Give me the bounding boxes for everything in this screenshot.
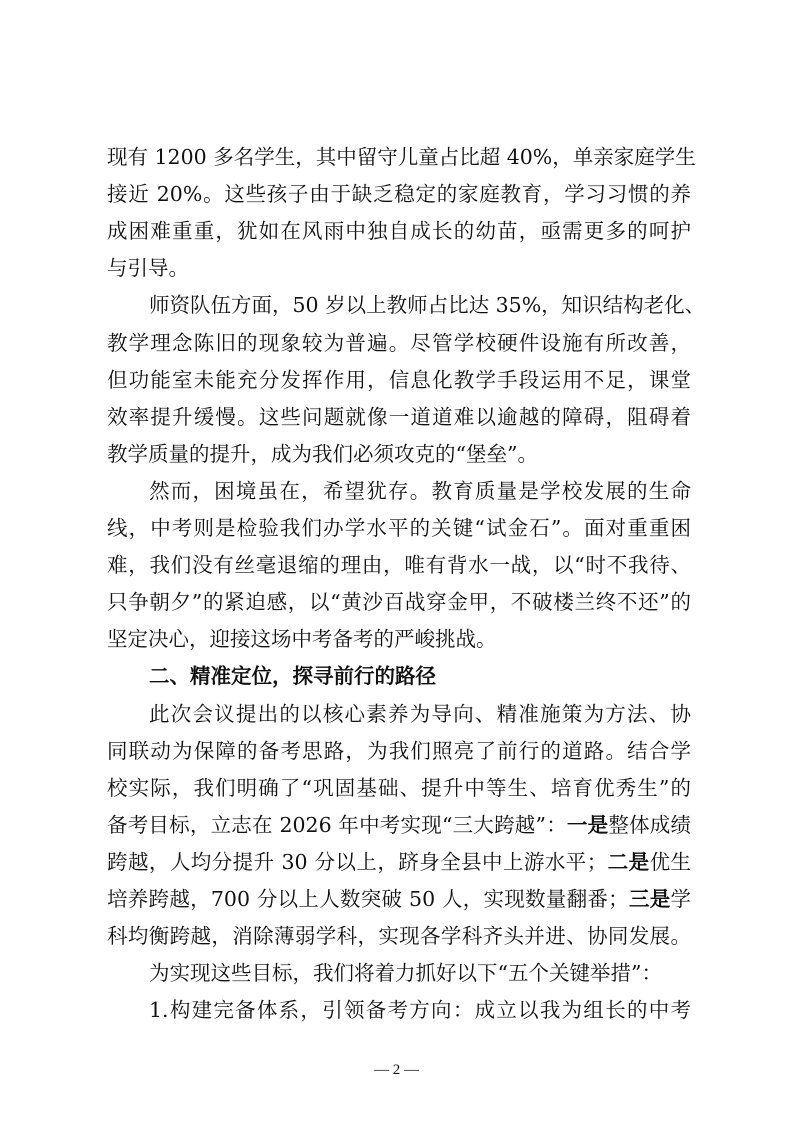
text-segment: 师资队伍方面，50 岁以上教师占比达 35%，知识结构老化、 bbox=[149, 293, 706, 318]
text-line bbox=[107, 773, 691, 803]
text-line bbox=[149, 476, 691, 506]
text-line bbox=[107, 402, 691, 432]
page-number: — 2 — bbox=[374, 1062, 419, 1078]
text-line bbox=[107, 365, 691, 395]
text-segment: 校实际，我们明确了“巩固基础、提升中等生、培育优秀生”的 bbox=[107, 775, 691, 800]
text-segment: 但功能室未能充分发挥作用，信息化教学手段运用不足，课堂 bbox=[107, 367, 691, 392]
text-segment: 此次会议提出的以核心素养为导向、精准施策为方法、协 bbox=[149, 701, 691, 726]
text-line bbox=[107, 810, 691, 840]
text-line bbox=[107, 439, 691, 469]
text-segment: 备考目标，立志在 2026 年中考实现“三大跨越”： bbox=[107, 812, 567, 837]
text-segment: 线，中考则是检验我们办学水平的关键“试金石”。面对重重困 bbox=[107, 516, 691, 540]
text-line bbox=[107, 513, 691, 543]
text-segment: 坚定决心，迎接这场中考备考的严峻挑战。 bbox=[107, 627, 497, 652]
text-segment: 科均衡跨越，消除薄弱学科，实现各学科齐头并进、协同发展。 bbox=[107, 924, 691, 949]
text-line bbox=[107, 216, 691, 246]
text-line bbox=[107, 550, 691, 580]
text-segment: 整体成绩 bbox=[608, 812, 692, 837]
text-line bbox=[107, 847, 691, 877]
text-line bbox=[107, 253, 691, 283]
text-segment: 然而，困境虽在，希望犹存。教育质量是学校发展的生命 bbox=[149, 478, 691, 503]
bold-text: 二是 bbox=[607, 849, 650, 874]
text-segment: 优生 bbox=[649, 849, 692, 874]
text-line bbox=[107, 884, 691, 914]
text-segment: 培养跨越，700 分以上人数突破 50 人，实现数量翻番； bbox=[107, 887, 629, 911]
text-segment: 同联动为保障的备考思路，为我们照亮了前行的道路。结合学 bbox=[107, 738, 691, 763]
text-segment: 教学质量的提升，成为我们必须攻克的“堡垒”。 bbox=[107, 441, 538, 466]
text-line bbox=[149, 995, 691, 1025]
text-line bbox=[107, 736, 691, 766]
text-line bbox=[149, 290, 706, 320]
bold-text: 三是 bbox=[628, 887, 671, 911]
text-segment: 学 bbox=[670, 887, 692, 911]
text-line bbox=[107, 587, 691, 617]
text-line bbox=[107, 921, 691, 951]
text-segment: 接近 20%。这些孩子由于缺乏稳定的家庭教育，学习习惯的养 bbox=[107, 182, 691, 207]
text-line bbox=[107, 179, 691, 209]
text-segment: 跨越，人均分提升 30 分以上，跻身全县中上游水平； bbox=[107, 849, 608, 874]
text-line bbox=[107, 624, 691, 654]
text-line bbox=[149, 958, 691, 988]
text-segment: 效率提升缓慢。这些问题就像一道道难以逾越的障碍，阻碍着 bbox=[107, 404, 691, 429]
text-segment: 二、精准定位，探寻前行的路径 bbox=[149, 664, 436, 689]
text-segment: 只争朝夕”的紧迫感，以“黄沙百战穿金甲，不破楼兰终不还”的 bbox=[107, 590, 691, 615]
section-heading bbox=[149, 661, 691, 691]
bold-text: 一是 bbox=[566, 812, 609, 837]
text-segment: 与引导。 bbox=[107, 256, 189, 281]
text-segment: 1.构建完备体系，引领备考方向：成立以我为组长的中考 bbox=[149, 998, 691, 1023]
text-segment: 成困难重重，犹如在风雨中独自成长的幼苗，亟需更多的呵护 bbox=[107, 219, 691, 244]
text-segment: 为实现这些目标，我们将着力抓好以下“五个关键举措”： bbox=[149, 961, 662, 986]
text-segment: 难，我们没有丝毫退缩的理由，唯有背水一战，以“时不我待、 bbox=[107, 553, 691, 578]
text-line bbox=[107, 328, 691, 358]
text-segment: 现有 1200 多名学生，其中留守儿童占比超 40%，单亲家庭学生 bbox=[107, 145, 696, 169]
text-line bbox=[107, 142, 696, 172]
text-segment: 教学理念陈旧的现象较为普遍。尽管学校硬件设施有所改善， bbox=[107, 330, 691, 355]
text-line bbox=[149, 699, 691, 729]
